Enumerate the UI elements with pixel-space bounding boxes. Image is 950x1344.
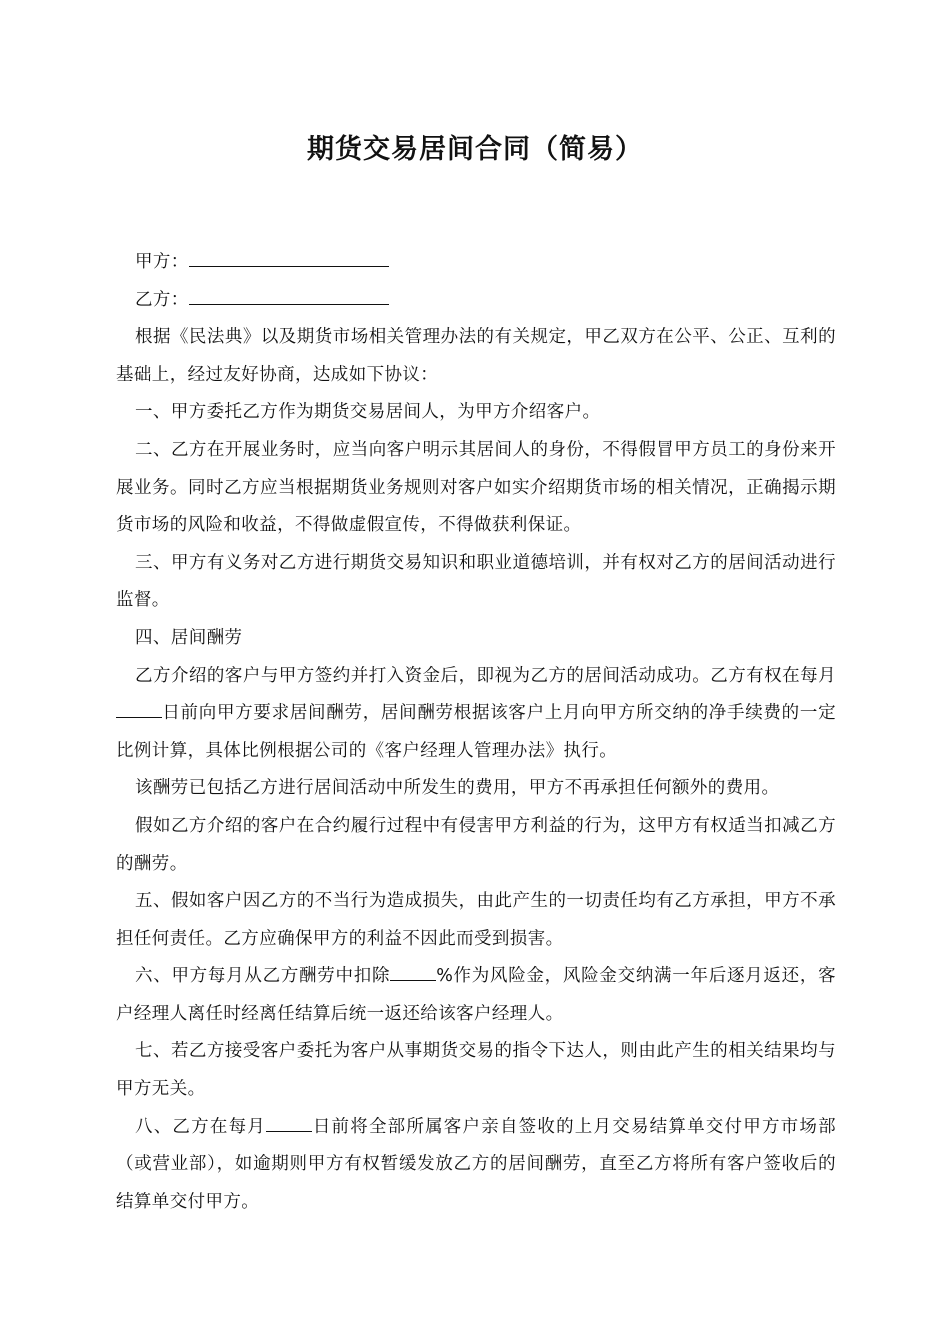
clause-5: 五、假如客户因乙方的不当行为造成损失，由此产生的一切责任均有乙方承担，甲方不承担任何责任。乙方应确保甲方的利益不因此而受到损害。 xyxy=(116,891,836,949)
intro-paragraph: 根据《民法典》以及期货市场相关管理办法的有关规定，甲乙双方在公平、公正、互利的基础上，经过友好协商，达成如下协议： xyxy=(116,327,836,385)
day-blank-2 xyxy=(266,1111,312,1132)
party-a-blank xyxy=(189,246,389,267)
party-a-label: 甲方： xyxy=(135,252,189,272)
clause-4-p1-text-a: 乙方介绍的客户与甲方签约并打入资金后，即视为乙方的居间活动成功。乙方有权在每月 xyxy=(135,665,836,686)
page-title: 期货交易居间合同（简易） xyxy=(307,134,643,165)
clause-4-paragraph-2: 该酬劳已包括乙方进行居间活动中所发生的费用，甲方不再承担任何额外的费用。 xyxy=(135,778,780,799)
clause-4-heading: 四、居间酬劳 xyxy=(135,627,243,648)
clause-8-text-b: 日前将全部所属客户亲自签收的上月交易结算单交付甲方市场部（或营业部），如逾期则甲方有权暂缓发放乙方的居间酬劳，直至乙方将所有客户签收后的结算单交付甲方。 xyxy=(116,1116,836,1212)
clause-3: 三、甲方有义务对乙方进行期货交易知识和职业道德培训，并有权对乙方的居间活动进行监督。 xyxy=(116,552,836,611)
party-b-line xyxy=(116,282,836,320)
percent-blank xyxy=(390,960,436,981)
clause-1: 一、甲方委托乙方作为期货交易居间人，为甲方介绍客户。 xyxy=(135,402,601,423)
clause-7: 七、若乙方接受客户委托为客户从事期货交易的指令下达人，则由此产生的相关结果均与甲方无关。 xyxy=(116,1041,836,1100)
clause-8 xyxy=(116,1109,836,1222)
clause-6-text-a: 六、甲方每月从乙方酬劳中扣除 xyxy=(135,966,391,987)
party-b-blank xyxy=(189,284,389,305)
party-a-line xyxy=(116,244,836,282)
clause-6 xyxy=(116,958,836,1033)
contract-body xyxy=(116,244,836,1221)
clause-4-p1-text-b: 日前向甲方要求居间酬劳，居间酬劳根据该客户上月向甲方所交纳的净手续费的一定比例计算，具体比例根据公司的《客户经理人管理办法》执行。 xyxy=(116,703,836,761)
clause-2: 二、乙方在开展业务时，应当向客户明示其居间人的身份，不得假冒甲方员工的身份来开展业务。同时乙方应当根据期货业务规则对客户如实介绍期货市场的相关情况，正确揭示期货市场的风险和收益，不得做虚假宣传，不得做获利保证。 xyxy=(116,439,836,536)
party-b-label: 乙方： xyxy=(135,289,189,310)
clause-6-text-b: %作为风险金，风险金交纳满一年后逐月返还，客户经理人离任时经离任结算后统一返还给该客户经理人。 xyxy=(116,966,836,1024)
clause-4-paragraph-1 xyxy=(116,658,836,771)
clause-4-paragraph-3: 假如乙方介绍的客户在合约履行过程中有侵害甲方利益的行为，这甲方有权适当扣减乙方的酬劳。 xyxy=(116,815,836,874)
day-blank-1 xyxy=(116,697,162,718)
clause-8-text-a: 八、乙方在每月 xyxy=(135,1116,266,1137)
